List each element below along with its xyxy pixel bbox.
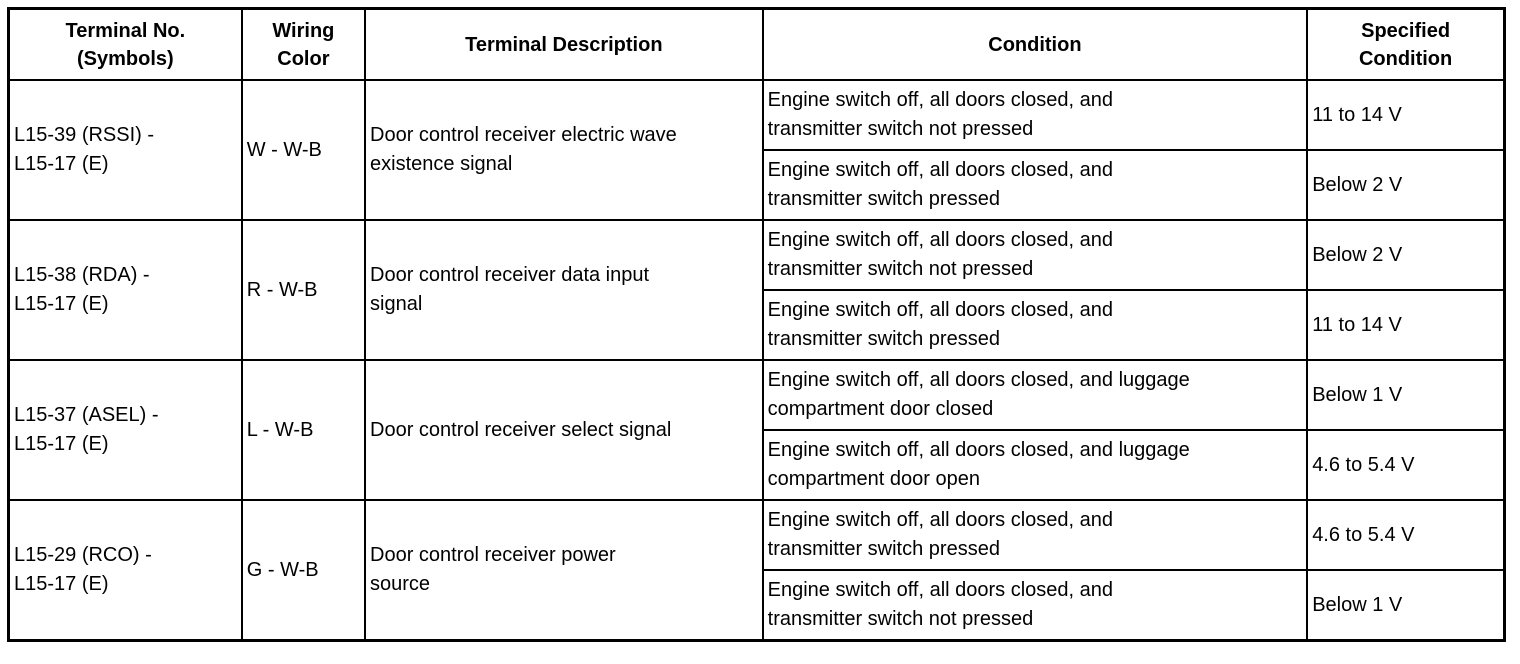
- condition-line: Engine switch off, all doors closed, and: [767, 299, 1114, 321]
- specified-condition-cell: 11 to 14 V: [1307, 80, 1504, 150]
- specified-condition-cell: Below 1 V: [1307, 360, 1504, 430]
- condition-line: Engine switch off, all doors closed, and: [767, 159, 1114, 181]
- condition-line: transmitter switch pressed: [767, 328, 1000, 350]
- condition-cell: [763, 150, 1308, 220]
- condition-line: Engine switch off, all doors closed, and luggage: [767, 369, 1190, 391]
- specified-condition-cell: Below 2 V: [1307, 150, 1504, 220]
- description-line: existence signal: [370, 153, 513, 175]
- terminal-description-cell: [365, 360, 763, 500]
- header-condition: Condition: [763, 9, 1308, 81]
- header-wiring-line-2: Color: [277, 47, 330, 70]
- condition-line: transmitter switch not pressed: [767, 118, 1034, 140]
- table-row: [9, 220, 1505, 290]
- terminal-line: L15-39 (RSSI) -: [14, 124, 155, 146]
- terminal-description-cell: [365, 80, 763, 220]
- condition-line: Engine switch off, all doors closed, and: [767, 509, 1114, 531]
- description-line: Door control receiver electric wave: [370, 124, 677, 146]
- condition-line: transmitter switch not pressed: [767, 608, 1034, 630]
- condition-cell: [763, 570, 1308, 641]
- terminal-line: L15-37 (ASEL) -: [14, 404, 159, 426]
- header-specified-line-1: Specified: [1361, 19, 1451, 42]
- terminal-line: L15-17 (E): [14, 153, 109, 175]
- description-line: signal: [370, 293, 423, 315]
- terminal-description-cell: [365, 500, 763, 641]
- description-line: Door control receiver select signal: [370, 418, 672, 441]
- table-header: [9, 9, 1505, 81]
- wiring-color-cell: G - W-B: [242, 500, 365, 641]
- header-specified: [1307, 9, 1504, 81]
- header-row: [9, 9, 1505, 81]
- condition-cell: [763, 220, 1308, 290]
- condition-cell: [763, 80, 1308, 150]
- header-wiring-line-1: Wiring: [272, 19, 335, 42]
- terminal-cell: [9, 360, 242, 500]
- condition-line: compartment door closed: [767, 398, 994, 420]
- table-row: [9, 360, 1505, 430]
- wiring-color-cell: R - W-B: [242, 220, 365, 360]
- description-line: source: [370, 573, 431, 595]
- terminal-description-cell: [365, 220, 763, 360]
- terminal-cell: [9, 220, 242, 360]
- terminal-line: L15-38 (RDA) -: [14, 264, 150, 286]
- terminal-line: L15-29 (RCO) -: [14, 544, 152, 566]
- header-terminal-line-2: (Symbols): [77, 47, 174, 70]
- header-specified-line-2: Condition: [1358, 47, 1453, 70]
- condition-cell: [763, 360, 1308, 430]
- condition-line: transmitter switch pressed: [767, 188, 1000, 210]
- terminal-cell: [9, 80, 242, 220]
- condition-line: Engine switch off, all doors closed, and: [767, 89, 1114, 111]
- condition-cell: [763, 430, 1308, 500]
- header-terminal: [9, 9, 242, 81]
- description-line: Door control receiver power: [370, 544, 616, 566]
- specified-condition-cell: 4.6 to 5.4 V: [1307, 430, 1504, 500]
- header-wiring: [242, 9, 365, 81]
- condition-cell: [763, 290, 1308, 360]
- terminal-line: L15-17 (E): [14, 433, 109, 455]
- condition-cell: [763, 500, 1308, 570]
- condition-line: transmitter switch pressed: [767, 538, 1000, 560]
- table-body: [9, 80, 1505, 641]
- terminal-line: L15-17 (E): [14, 293, 109, 315]
- terminal-spec-table: [7, 7, 1506, 642]
- wiring-color-cell: W - W-B: [242, 80, 365, 220]
- header-description: Terminal Description: [365, 9, 763, 81]
- terminal-line: L15-17 (E): [14, 573, 109, 595]
- specified-condition-cell: Below 1 V: [1307, 570, 1504, 641]
- table-row: [9, 80, 1505, 150]
- header-terminal-line-1: Terminal No.: [65, 19, 186, 42]
- condition-line: Engine switch off, all doors closed, and: [767, 229, 1114, 251]
- wiring-color-cell: L - W-B: [242, 360, 365, 500]
- table-row: [9, 500, 1505, 570]
- specified-condition-cell: Below 2 V: [1307, 220, 1504, 290]
- condition-line: transmitter switch not pressed: [767, 258, 1034, 280]
- specified-condition-cell: 11 to 14 V: [1307, 290, 1504, 360]
- terminal-cell: [9, 500, 242, 641]
- description-line: Door control receiver data input: [370, 264, 650, 286]
- specified-condition-cell: 4.6 to 5.4 V: [1307, 500, 1504, 570]
- condition-line: Engine switch off, all doors closed, and luggage: [767, 439, 1190, 461]
- condition-line: Engine switch off, all doors closed, and: [767, 579, 1114, 601]
- condition-line: compartment door open: [767, 468, 980, 490]
